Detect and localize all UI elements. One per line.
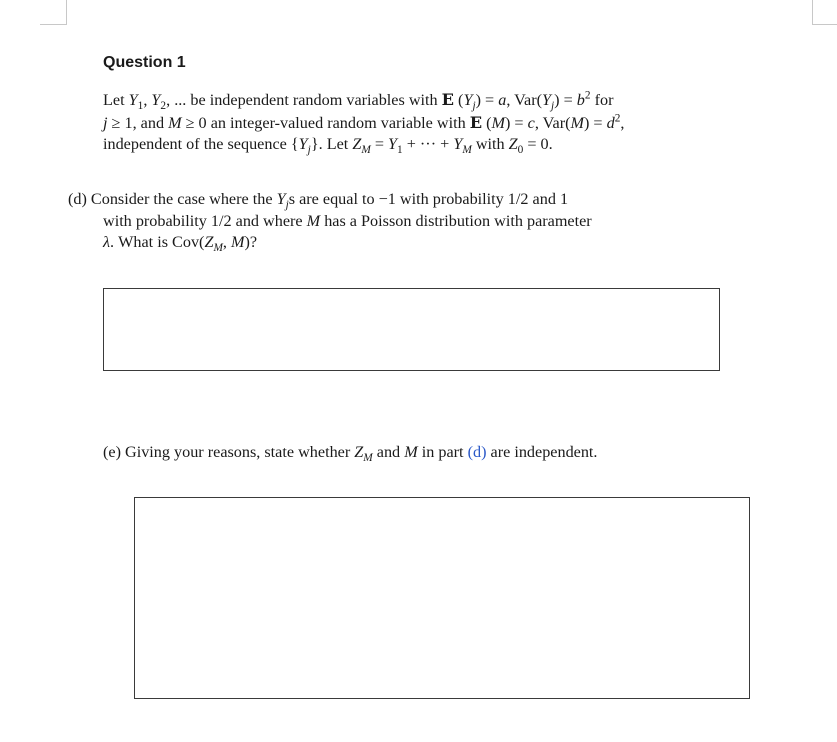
answer-box-d[interactable] bbox=[103, 288, 720, 371]
page-corner-mark-left bbox=[40, 0, 67, 25]
part-d-reference-link[interactable]: (d) bbox=[467, 443, 487, 461]
part-e-question bbox=[103, 442, 597, 464]
part-d-line-3: λ. What is $Cov(Z_M$, M)? bbox=[103, 233, 258, 255]
part-e-label: (e) bbox=[103, 443, 121, 461]
part-d-line-1: (d) Consider the case where the $Y_js$ are equal to −1 with probability 1/2 and 1 bbox=[68, 190, 569, 212]
question-intro bbox=[103, 89, 624, 156]
answer-box-e[interactable] bbox=[134, 497, 750, 699]
part-e-line-1: (e) Giving your reasons, state whether $Z_M$ and M in part (d) are independent. bbox=[103, 443, 598, 465]
part-d-question bbox=[68, 189, 592, 254]
part-d-line-2: with probability 1/2 and where M has a Poisson distribution with parameter bbox=[103, 211, 592, 230]
part-d-label: (d) bbox=[68, 190, 87, 208]
question-title: Question 1 bbox=[103, 54, 186, 71]
intro-line-2: j ≥ 1, and M ≥ 0 an integer-valued random variable with E (M) = c, $Var(M) = d^2$, bbox=[103, 112, 625, 132]
intro-line-3: independent of the sequence $\{Y_j\}$. Let $Z_M = Y_1$ + ··· + $Y_M$ with $Z_0 = 0$. bbox=[103, 135, 553, 157]
intro-line-1: Let $Y_1$, $Y_2$, ... be independent random variables with E $(Y_j) = a$, $Var(Y_j) = b^2$ for bbox=[103, 89, 614, 113]
page-corner-mark-right bbox=[812, 0, 837, 25]
